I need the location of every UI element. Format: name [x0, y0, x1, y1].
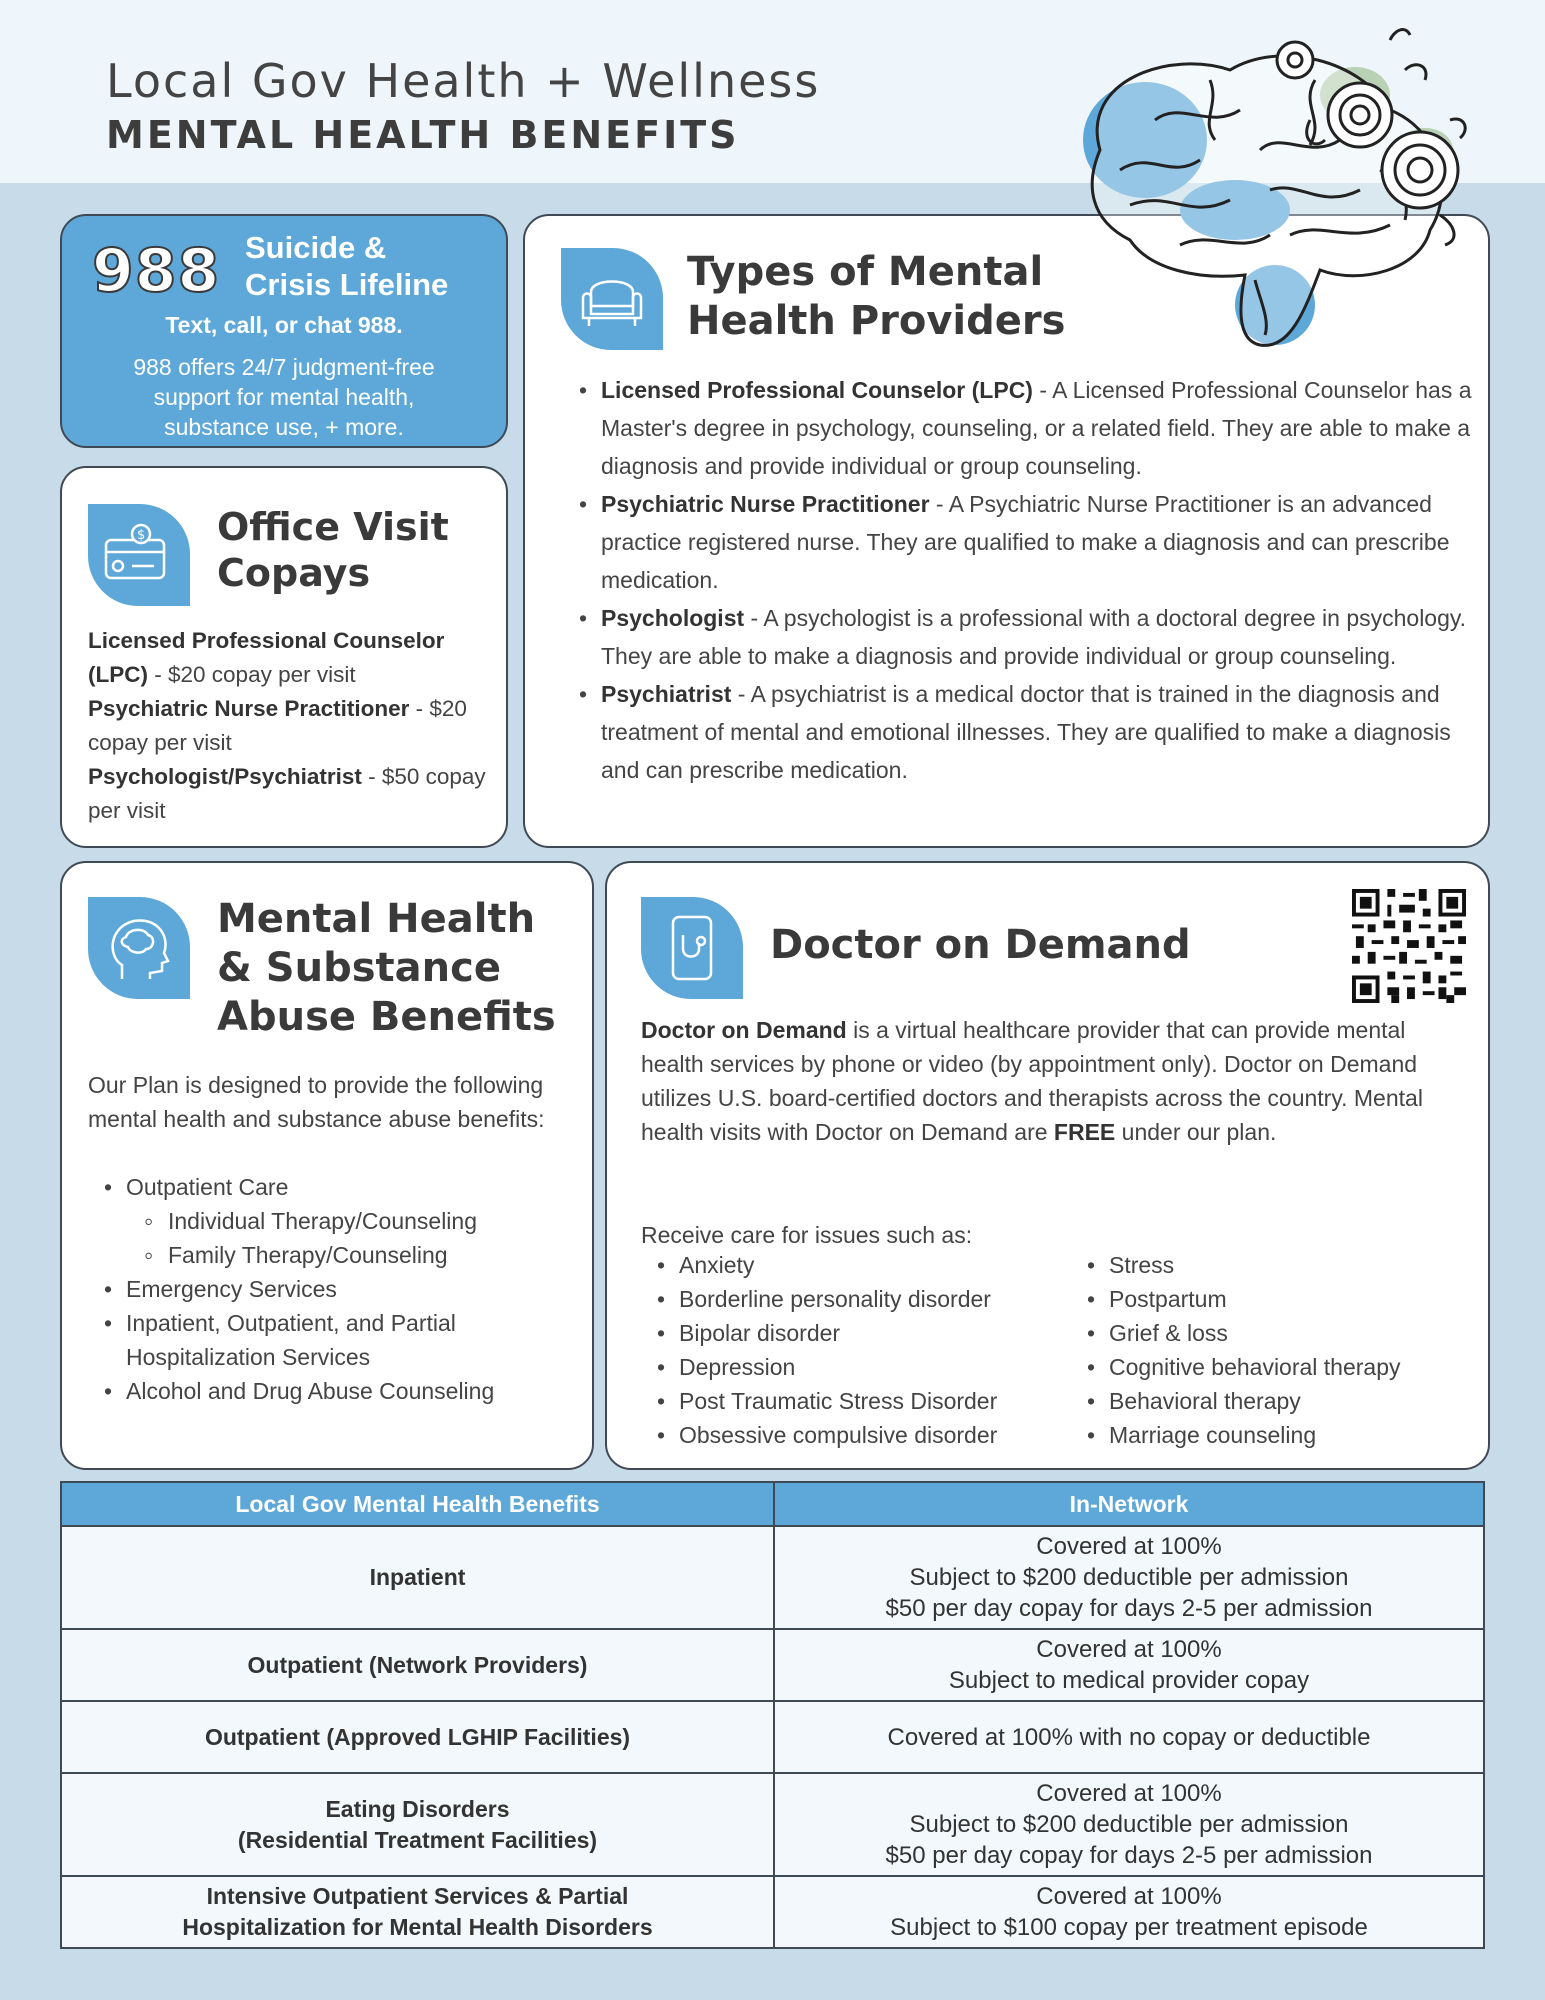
table-row [61, 1526, 1484, 1629]
issue-item: • Stress [1081, 1248, 1481, 1282]
cell-line: Covered at 100% [1036, 1636, 1222, 1663]
issue-item: • Depression [651, 1350, 1071, 1384]
cell-line: (Residential Treatment Facilities) [237, 1826, 598, 1853]
table-row [61, 1701, 1484, 1773]
cell-line: Outpatient (Approved LGHIP Facilities) [204, 1723, 631, 1750]
copay-item-name: Licensed Professional Counselor (LPC) [88, 628, 445, 687]
copay-item-name: Psychiatric Nurse Practitioner [88, 696, 410, 721]
table-header-row [61, 1482, 1484, 1526]
issue-item: • Bipolar disorder [651, 1316, 1071, 1350]
provider-item [573, 371, 1473, 485]
substance-title-line: Abuse Benefits [217, 993, 556, 1040]
table-header-network: In-Network [774, 1482, 1484, 1526]
copays-card [60, 466, 508, 848]
armchair-icon [561, 248, 663, 350]
head-brain-icon [88, 897, 190, 999]
provider-desc: - A Psychiatric Nurse Practitioner is an advanced practice registered nurse. They are qualified to make a diagnosis and can prescribe medication. [601, 491, 1450, 593]
provider-name: Psychologist [601, 605, 745, 631]
table-cell-value [774, 1773, 1484, 1876]
substance-item [98, 1170, 578, 1272]
crisis-number: 988 [92, 236, 221, 306]
table-cell-label [61, 1526, 774, 1629]
issue-item: • Marriage counseling [1081, 1418, 1481, 1452]
table-row [61, 1876, 1484, 1948]
dod-lead-text: is a virtual healthcare provider that can provide mental health services by phone or video (by appointment only). Doctor on Demand utilizes U.S. board-certified doctors and therapists across the country. Mental health visits with Doctor on Demand are [641, 1017, 1423, 1145]
cell-line: Intensive Outpatient Services & Partial [206, 1883, 629, 1909]
table-header-benefit: Local Gov Mental Health Benefits [61, 1482, 774, 1526]
substance-item: • Emergency Services [98, 1272, 578, 1306]
substance-intro: Our Plan is designed to provide the following mental health and substance abuse benefits: [88, 1072, 545, 1132]
cell-line: Covered at 100% [1036, 1780, 1222, 1807]
dod-free-label: FREE [1053, 1119, 1116, 1145]
provider-name: Psychiatric Nurse Practitioner [601, 491, 930, 517]
table-cell-value [774, 1701, 1484, 1773]
benefits-table [60, 1481, 1485, 1949]
issue-item: • Post Traumatic Stress Disorder [651, 1384, 1071, 1418]
crisis-title-line2: Crisis Lifeline [245, 267, 449, 302]
dod-lead-bold: Doctor on Demand [641, 1017, 847, 1043]
table-row [61, 1629, 1484, 1701]
crisis-action: Text, call, or chat 988. [165, 312, 403, 338]
providers-title [687, 248, 1065, 346]
dod-description [641, 1013, 1461, 1149]
cell-line: $50 per day copay for days 2-5 per admission [885, 1595, 1373, 1622]
crisis-title-line1: Suicide & [245, 230, 387, 265]
copays-title [217, 504, 449, 597]
table-cell-value [774, 1526, 1484, 1629]
substance-item: • Inpatient, Outpatient, and Partial Hospitalization Services [98, 1306, 578, 1374]
table-cell-label [61, 1629, 774, 1701]
dod-issues-intro: Receive care for issues such as: [641, 1222, 973, 1248]
issue-item: • Grief & loss [1081, 1316, 1481, 1350]
issue-item: • Obsessive compulsive disorder [651, 1418, 1071, 1452]
providers-title-line: Health Providers [687, 297, 1066, 344]
substance-title-line: & Substance [217, 944, 501, 991]
cell-line: Covered at 100% [1036, 1883, 1222, 1910]
issue-item: • Borderline personality disorder [651, 1282, 1071, 1316]
dod-issues-right [1081, 1248, 1481, 1452]
providers-list [573, 371, 1473, 789]
cell-line: $50 per day copay for days 2-5 per admission [885, 1842, 1373, 1869]
crisis-description [62, 352, 506, 442]
copay-item-detail: - $20 copay per visit [148, 662, 356, 687]
substance-title [217, 895, 556, 1041]
provider-item [573, 485, 1473, 599]
table-cell-value [774, 1876, 1484, 1948]
copay-item-detail: - $20 copay per visit [88, 696, 467, 755]
cell-line: Inpatient [369, 1564, 466, 1590]
substance-list [98, 1170, 578, 1408]
cell-line: Subject to $100 copay per treatment episode [890, 1914, 1368, 1941]
provider-desc: - A psychologist is a professional with a doctoral degree in psychology. They are able to make a diagnosis and provide individual or group counseling. [601, 605, 1467, 669]
provider-name: Psychiatrist [601, 681, 732, 707]
table-row [61, 1773, 1484, 1876]
dod-issues-left [651, 1248, 1071, 1452]
dod-lead-end: under our plan. [1115, 1119, 1277, 1145]
provider-name: Licensed Professional Counselor (LPC) [601, 377, 1033, 403]
issue-item: • Cognitive behavioral therapy [1081, 1350, 1481, 1384]
qr-code[interactable] [1352, 889, 1466, 1003]
issue-item: • Behavioral therapy [1081, 1384, 1481, 1418]
cell-line: Subject to $200 deductible per admission [909, 1564, 1349, 1591]
cell-line: Outpatient (Network Providers) [247, 1651, 588, 1678]
page-title: Local Gov Health + Wellness [106, 54, 821, 108]
provider-desc: - A psychiatrist is a medical doctor that is trained in the diagnosis and treatment of mental and emotional illnesses. They are qualified to make a diagnosis and can prescribe medication. [601, 681, 1451, 783]
table-cell-label [61, 1876, 774, 1948]
substance-item: • Alcohol and Drug Abuse Counseling [98, 1374, 578, 1408]
issue-item: • Postpartum [1081, 1282, 1481, 1316]
wallet-icon [88, 504, 190, 606]
cell-line: Covered at 100% with no copay or deductible [887, 1723, 1371, 1751]
crisis-desc-line: substance use, + more. [164, 414, 404, 440]
substance-subitem: ◦ Family Therapy/Counseling [138, 1238, 578, 1272]
copay-item [88, 624, 488, 692]
table-cell-value [774, 1629, 1484, 1701]
substance-title-line: Mental Health [217, 896, 536, 942]
provider-item [573, 599, 1473, 675]
issue-item: • Anxiety [651, 1248, 1071, 1282]
copay-item-detail: - $50 copay per visit [88, 764, 486, 823]
providers-title-line: Types of Mental [687, 249, 1044, 295]
brain-flowers-illustration [1060, 20, 1480, 365]
phone-stethoscope-icon [641, 897, 743, 999]
copay-item-name: Psychologist/Psychiatrist [88, 764, 362, 789]
page-subtitle: MENTAL HEALTH BENEFITS [106, 113, 740, 157]
cell-line: Subject to $200 deductible per admission [909, 1811, 1349, 1838]
cell-line: Covered at 100% [1036, 1533, 1222, 1560]
dod-title: Doctor on Demand [770, 922, 1191, 968]
cell-line: Eating Disorders [325, 1795, 510, 1822]
copays-title-line: Copays [217, 551, 371, 596]
table-cell-label [61, 1773, 774, 1876]
cell-line: Subject to medical provider copay [948, 1667, 1310, 1694]
crisis-lifeline-card [60, 214, 508, 448]
copay-item [88, 760, 488, 828]
crisis-desc-line: 988 offers 24/7 judgment-free [133, 354, 435, 380]
provider-desc: - A Licensed Professional Counselor has a Master's degree in psychology, counseling, or a related field. They are able to make a diagnosis and provide individual or group counseling. [601, 377, 1472, 479]
substance-item-label: Outpatient Care [126, 1174, 289, 1200]
svg-text:$: $ [137, 528, 146, 543]
provider-item [573, 675, 1473, 789]
substance-subitem: ◦ Individual Therapy/Counseling [138, 1204, 578, 1238]
cell-line: Hospitalization for Mental Health Disorders [182, 1914, 653, 1940]
copays-title-line: Office Visit [217, 505, 449, 549]
copays-list [88, 624, 488, 828]
substance-abuse-card [60, 861, 594, 1470]
copay-item [88, 692, 488, 760]
table-cell-label [61, 1701, 774, 1773]
substance-sublist [138, 1204, 578, 1272]
crisis-desc-line: support for mental health, [153, 384, 415, 410]
doctor-on-demand-card [605, 861, 1490, 1470]
